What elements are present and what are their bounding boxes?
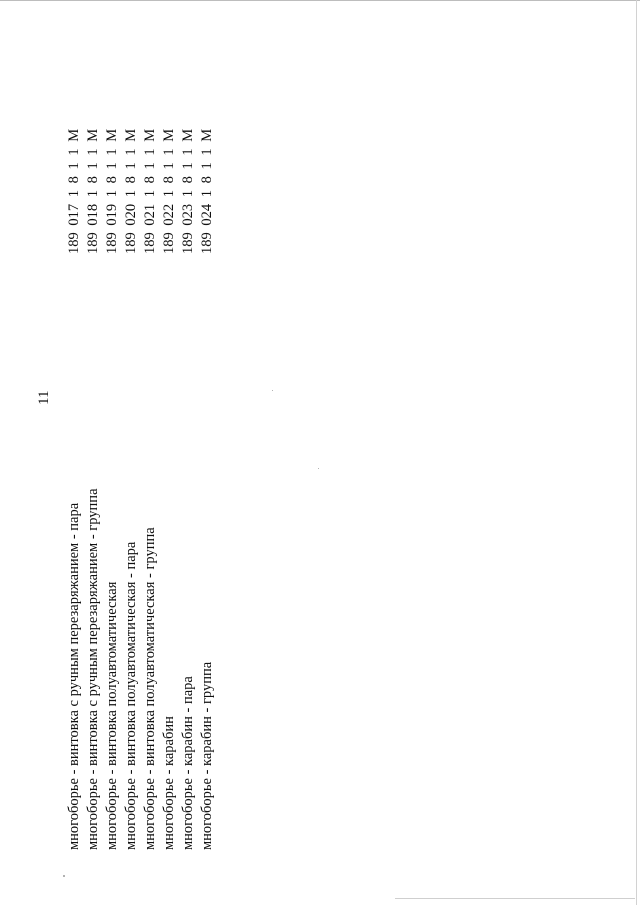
table-row [160,40,179,850]
entry-code: 189 022 1 8 1 1 М [161,128,177,254]
entry-name: многоборье - карабин [161,716,177,850]
table-row [65,40,84,850]
scan-border-top [0,0,640,1]
entry-code: 189 020 1 8 1 1 М [123,128,139,254]
page-number: 11 [36,390,52,405]
table-row [103,40,122,850]
entries-table [65,40,217,850]
entry-name: многоборье - карабин - пара [180,676,196,850]
entry-code: 189 019 1 8 1 1 М [104,128,120,254]
entry-name: многоборье - винтовка с ручным перезаряжанием - пара [66,502,82,850]
rotated-content [36,40,235,850]
scan-border-bottom [395,898,635,899]
scan-border-right [636,0,637,905]
scan-speck [63,875,65,877]
scan-speck [272,390,273,391]
entry-name: многоборье - карабин - группа [199,661,215,850]
entry-name: многоборье - винтовка полуавтоматическая - пара [123,541,139,850]
entry-code: 189 023 1 8 1 1 М [180,128,196,254]
entry-name: многоборье - винтовка полуавтоматическая - группа [142,527,158,850]
entry-name: многоборье - винтовка с ручным перезаряжанием - группа [85,488,101,850]
table-row [198,40,217,850]
entry-name: многоборье - винтовка полуавтоматическая [104,581,120,850]
entry-code: 189 024 1 8 1 1 М [199,128,215,254]
entry-code: 189 017 1 8 1 1 М [66,128,82,254]
table-row [84,40,103,850]
entry-code: 189 018 1 8 1 1 М [85,128,101,254]
table-row [122,40,141,850]
table-row [141,40,160,850]
entry-code: 189 021 1 8 1 1 М [142,128,158,254]
table-row [179,40,198,850]
scan-speck [318,468,319,469]
